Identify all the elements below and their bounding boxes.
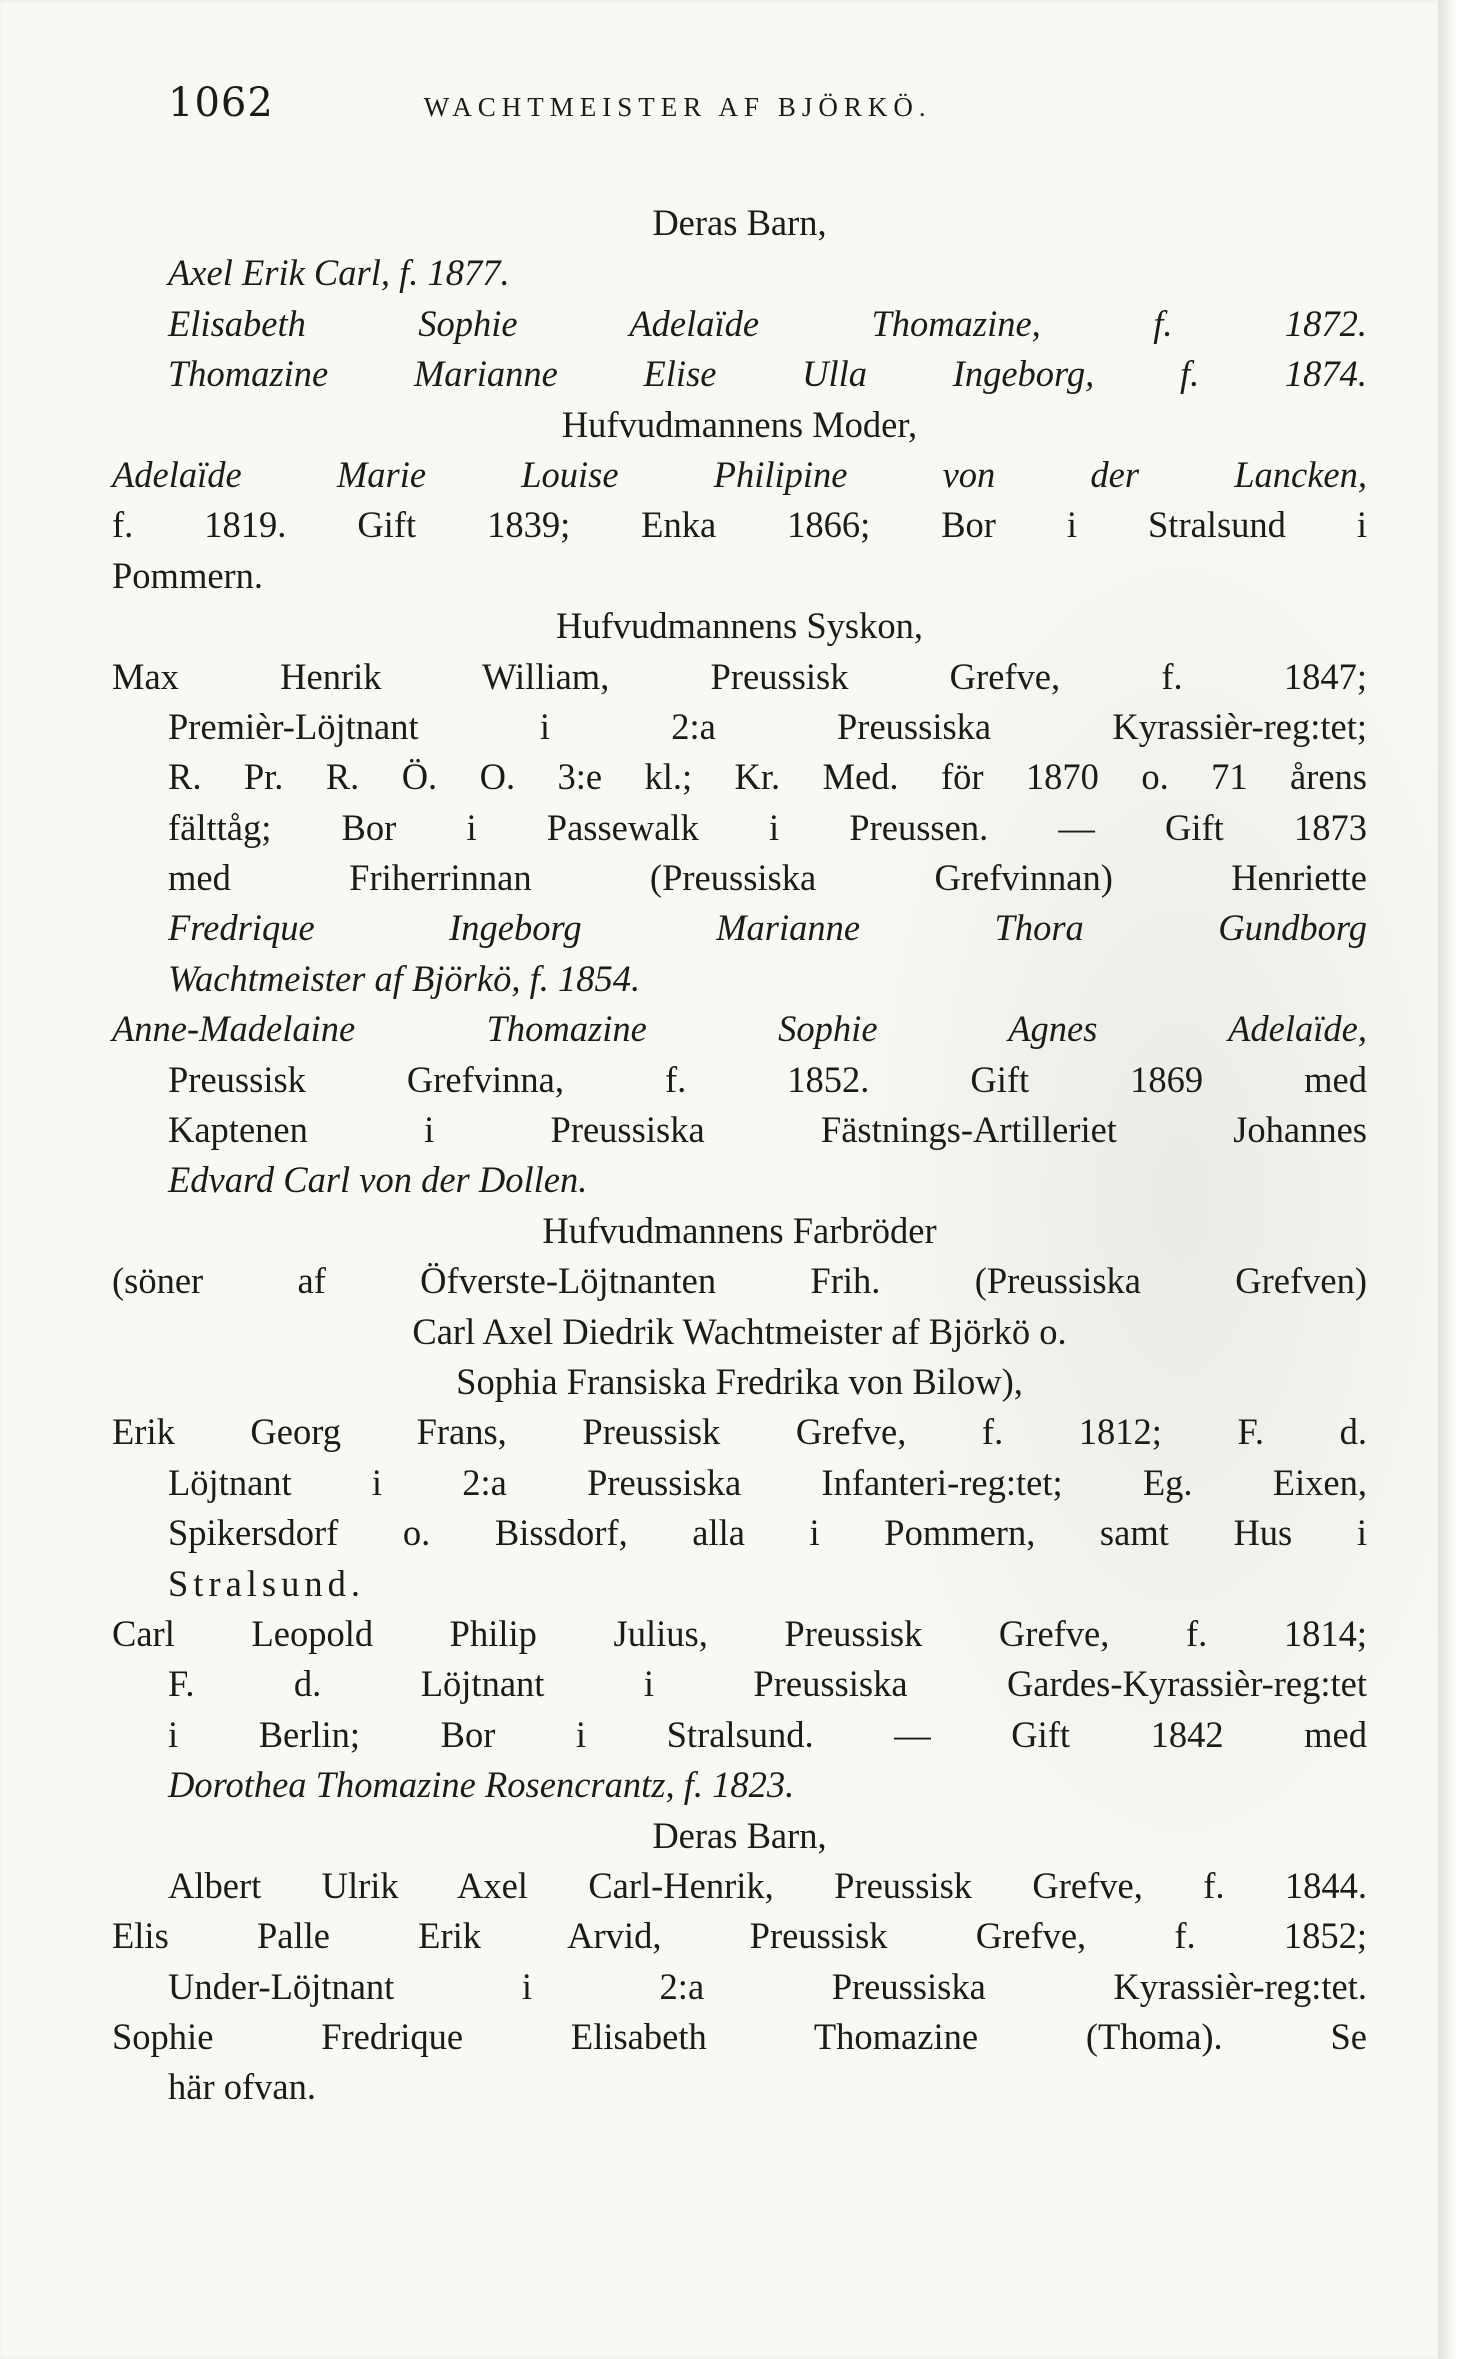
entry-line: Thomazine Marianne Elise Ulla Ingeborg, f. 1874.	[168, 353, 1367, 395]
entry-line: f. 1819. Gift 1839; Enka 1866; Bor i Stralsund i	[112, 504, 1367, 546]
entry-line: Preussisk Grefvinna, f. 1852. Gift 1869 med	[168, 1058, 1367, 1100]
entry-line: Fredrique Ingeborg Marianne Thora Gundborg	[168, 907, 1367, 949]
entry-line: Premièr-Löjtnant i 2:a Preussiska Kyrassièr-reg:tet;	[168, 705, 1367, 747]
entry-line: Sophia Fransiska Fredrika von Bilow),	[456, 1360, 1023, 1402]
entry-line: Under-Löjtnant i 2:a Preussiska Kyrassièr-reg:tet.	[168, 1965, 1367, 2007]
page-edge	[1438, 0, 1458, 2359]
entry-line: R. Pr. R. Ö. O. 3:e kl.; Kr. Med. för 1870 o. 71 årens	[168, 756, 1367, 798]
entry-line: Sophie Fredrique Elisabeth Thomazine (Thoma). Se	[112, 2016, 1367, 2058]
entry-line: Edvard Carl von der Dollen.	[168, 1159, 588, 1201]
entry-line: Stralsund.	[168, 1562, 366, 1604]
entry-line: Anne-Madelaine Thomazine Sophie Agnes Adelaïde,	[112, 1008, 1367, 1050]
entry-line: Spikersdorf o. Bissdorf, alla i Pommern, samt Hus i	[168, 1512, 1367, 1554]
entry-line: Wachtmeister af Björkö, f. 1854.	[168, 957, 641, 999]
entry-line: Albert Ulrik Axel Carl-Henrik, Preussisk Grefve, f. 1844.	[168, 1864, 1367, 1906]
entry-line: Elis Palle Erik Arvid, Preussisk Grefve, f. 1852;	[112, 1915, 1367, 1957]
entry-line: (söner af Öfverste-Löjtnanten Frih. (Preussiska Grefven)	[112, 1260, 1367, 1302]
entry-line: Max Henrik William, Preussisk Grefve, f. 1847;	[112, 655, 1367, 697]
entry-line: Axel Erik Carl, f. 1877.	[168, 252, 510, 294]
page-header	[168, 80, 1367, 150]
entry-line: Carl Axel Diedrik Wachtmeister af Björkö o.	[412, 1310, 1067, 1352]
entry-line: Löjtnant i 2:a Preussiska Infanteri-reg:tet; Eg. Eixen,	[168, 1461, 1367, 1503]
entry-line: Carl Leopold Philip Julius, Preussisk Grefve, f. 1814;	[112, 1612, 1367, 1654]
entry-line: F. d. Löjtnant i Preussiska Gardes-Kyrassièr-reg:tet	[168, 1663, 1367, 1705]
page-body	[112, 198, 1367, 2113]
section-heading: Deras Barn,	[652, 202, 827, 243]
section-heading: Hufvudmannens Moder,	[561, 403, 918, 445]
entry-line: Erik Georg Frans, Preussisk Grefve, f. 1812; F. d.	[112, 1411, 1367, 1453]
entry-line: Elisabeth Sophie Adelaïde Thomazine, f. 1872.	[168, 302, 1367, 344]
running-title: WACHTMEISTER AF BJÖRKÖ.	[423, 92, 932, 122]
entry-line: fälttåg; Bor i Passewalk i Preussen. — Gift 1873	[168, 806, 1367, 848]
text-block	[112, 80, 1367, 2113]
section-heading: Hufvudmannens Farbröder	[542, 1209, 937, 1251]
entry-line: Adelaïde Marie Louise Philipine von der Lancken,	[112, 453, 1367, 495]
entry-line: med Friherrinnan (Preussiska Grefvinnan) Henriette	[168, 857, 1367, 899]
entry-line: Kaptenen i Preussiska Fästnings-Artilleriet Johannes	[168, 1109, 1367, 1151]
page-number: 1062	[168, 80, 274, 126]
section-heading: Deras Barn,	[652, 1814, 827, 1856]
entry-line: här ofvan.	[168, 2066, 316, 2108]
entry-line: i Berlin; Bor i Stralsund. — Gift 1842 med	[168, 1713, 1367, 1755]
entry-line: Dorothea Thomazine Rosencrantz, f. 1823.	[168, 1764, 795, 1806]
section-heading: Hufvudmannens Syskon,	[555, 605, 923, 647]
entry-line: Pommern.	[112, 554, 264, 596]
